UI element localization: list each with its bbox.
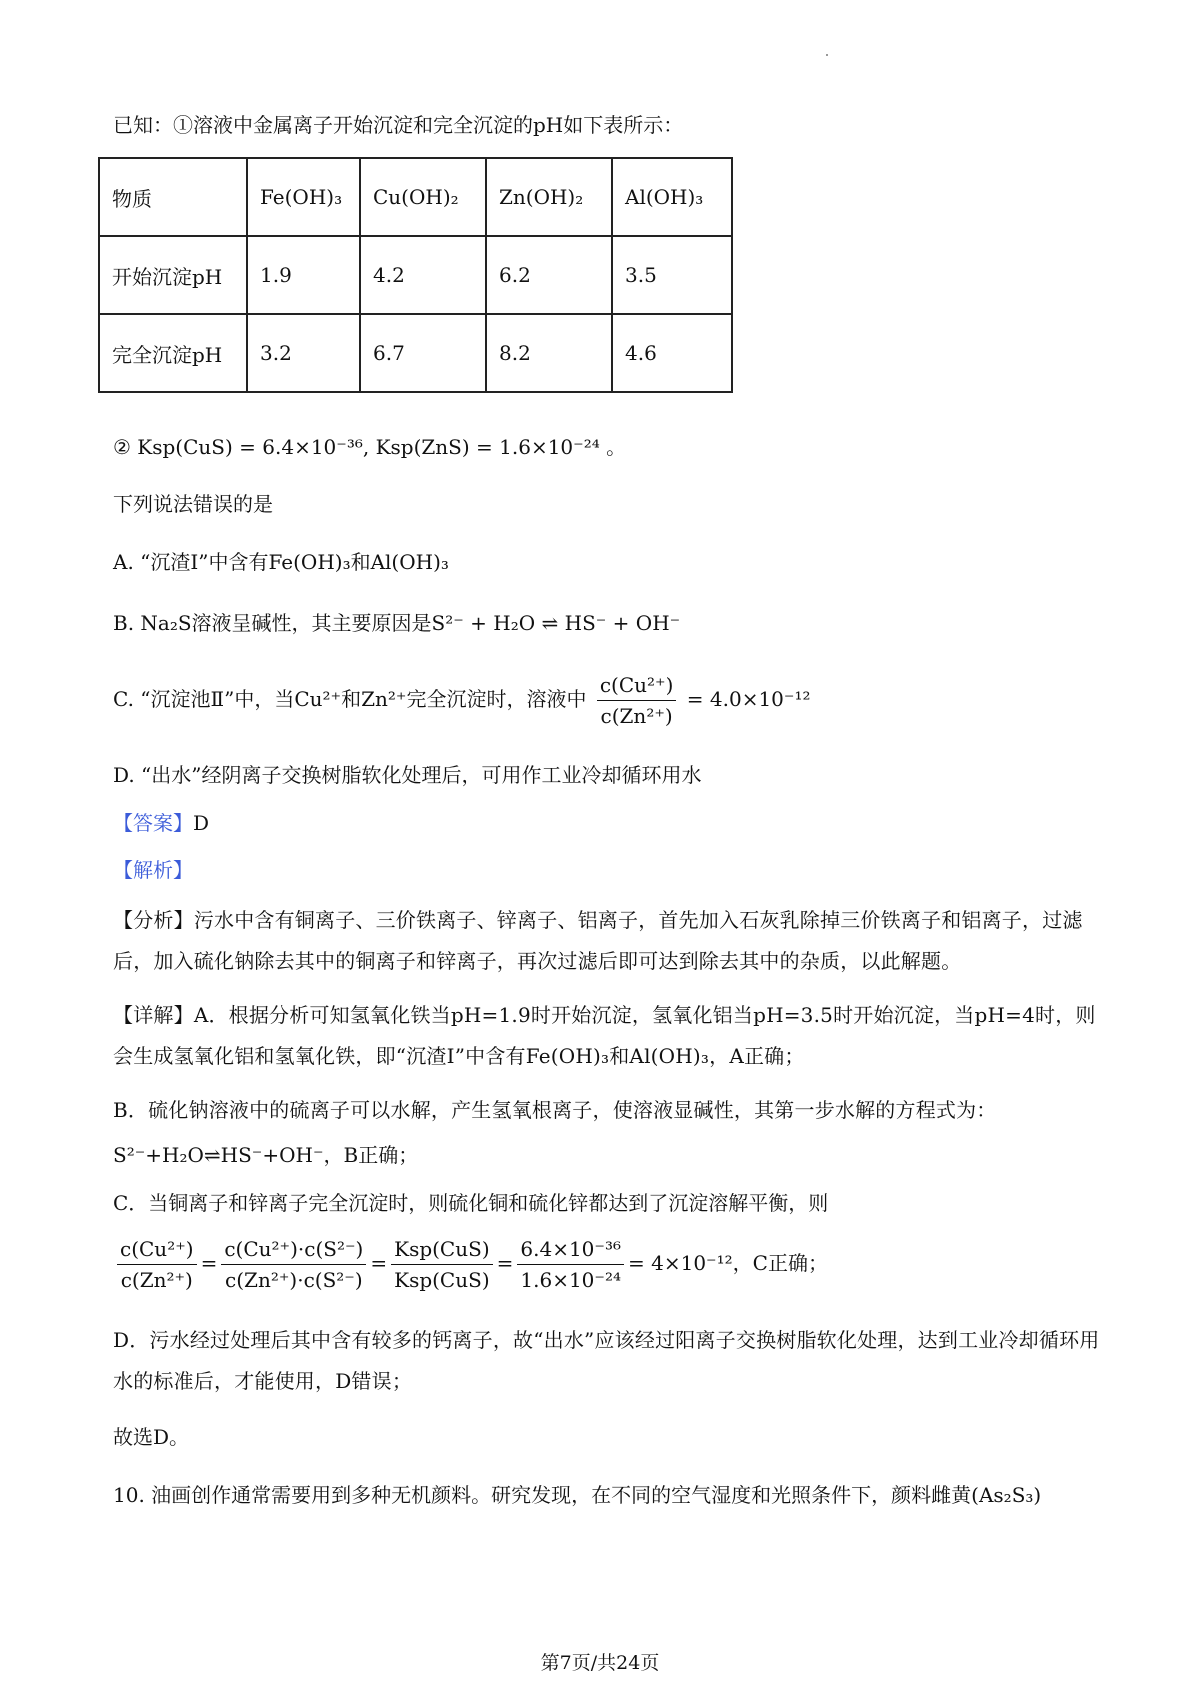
table-header-cell: Al(OH)₃ <box>612 158 732 236</box>
option-c <box>113 670 811 731</box>
answer-value: D <box>193 811 210 835</box>
eq-tail: ，C正确； <box>732 1251 828 1275</box>
detail-head: 【详解】 <box>113 1003 194 1027</box>
table-row-label: 开始沉淀pH <box>99 236 247 314</box>
table-row-label: 完全沉淀pH <box>99 314 247 392</box>
option-a: A. “沉渣Ⅰ”中含有Fe(OH)₃和Al(OH)₃ <box>113 550 449 574</box>
equation-line: $\frac{\text{c(Cu²⁺)}}{\text{c(Zn²⁺)}}$ = $\frac{\text{c(Cu²⁺)·c(S²⁻)}}{\text{c(Zn²⁺)·c(S²⁻)}}$ = $\frac{\text{Ksp(CuS)}}{\text{Ksp(CuS)}}$ = $\frac{\text{6.4×10⁻³⁶}}{\text{1.6×10⁻²⁴}}$ = 4×10⁻¹²，C正确； <box>113 1234 828 1295</box>
eq-fraction-3 <box>391 1234 493 1295</box>
fraction-numerator: Ksp(CuS) <box>391 1234 493 1265</box>
detail-b1: B．硫化钠溶液中的硫离子可以水解，产生氢氧根离子，使溶液显碱性，其第一步水解的方程式为： <box>113 1098 997 1122</box>
eq-fraction-4 <box>517 1234 624 1295</box>
fraction-numerator: c(Cu²⁺) <box>597 670 677 701</box>
fraction-denominator: c(Zn²⁺) <box>600 704 673 728</box>
table-cell: 6.7 <box>360 314 486 392</box>
page-footer: 第7页/共24页 <box>540 1652 660 1674</box>
eq-fraction-2 <box>221 1234 366 1295</box>
table-header-row <box>99 158 732 236</box>
analysis-tag: 【解析】 <box>113 858 193 882</box>
eq-result: = 4×10⁻¹² <box>628 1251 733 1275</box>
table-row <box>99 236 732 314</box>
table-row <box>99 314 732 392</box>
option-c-suffix: = 4.0×10⁻¹² <box>686 687 811 711</box>
scan-dot <box>826 54 828 56</box>
detail-d: D．污水经过处理后其中含有较多的钙离子，故“出水”应该经过阳离子交换树脂软化处理，达到工业冷却循环用水的标准后，才能使用，D错误； <box>113 1328 1100 1393</box>
fraction-denominator: 1.6×10⁻²⁴ <box>520 1268 621 1292</box>
option-c-prefix: C. “沉淀池Ⅱ”中，当Cu²⁺和Zn²⁺完全沉淀时，溶液中 <box>113 687 587 711</box>
table-header-cell: Zn(OH)₂ <box>486 158 612 236</box>
option-d: D. “出水”经阴离子交换树脂软化处理后，可用作工业冷却循环用水 <box>113 763 702 787</box>
question-10: 10. 油画创作通常需要用到多种无机颜料。研究发现，在不同的空气湿度和光照条件下，颜料雌黄(As₂S₃) <box>113 1483 1042 1507</box>
detail-a-paragraph <box>113 995 1103 1077</box>
table-cell: 4.2 <box>360 236 486 314</box>
detail-b2: S²⁻+H₂O⇌HS⁻+OH⁻，B正确； <box>113 1143 419 1167</box>
table-header-cell: Cu(OH)₂ <box>360 158 486 236</box>
table-cell: 4.6 <box>612 314 732 392</box>
table-cell: 6.2 <box>486 236 612 314</box>
fraction-denominator: c(Zn²⁺) <box>120 1268 193 1292</box>
analysis-head: 【分析】 <box>113 908 194 932</box>
fraction-denominator: c(Zn²⁺)·c(S²⁻) <box>225 1268 363 1292</box>
option-b: B. Na₂S溶液呈碱性，其主要原因是S²⁻ + H₂O ⇌ HS⁻ + OH⁻ <box>113 611 681 635</box>
fraction-numerator: 6.4×10⁻³⁶ <box>517 1234 624 1265</box>
conclusion: 故选D。 <box>113 1425 190 1449</box>
table-cell: 8.2 <box>486 314 612 392</box>
table-header-cell: Fe(OH)₃ <box>247 158 360 236</box>
table-cell: 3.2 <box>247 314 360 392</box>
eq-fraction-1 <box>117 1234 197 1295</box>
fraction-denominator: Ksp(CuS) <box>394 1268 490 1292</box>
ksp-line: ② Ksp(CuS) = 6.4×10⁻³⁶, Ksp(ZnS) = 1.6×10⁻²⁴ 。 <box>113 435 627 459</box>
table-header-cell: 物质 <box>99 158 247 236</box>
intro-line: 已知：①溶液中金属离子开始沉淀和完全沉淀的pH如下表所示： <box>113 113 684 137</box>
answer-line <box>113 808 209 838</box>
analysis-paragraph <box>113 900 1103 982</box>
detail-c1: C．当铜离子和锌离子完全沉淀时，则硫化铜和硫化锌都达到了沉淀溶解平衡，则 <box>113 1191 829 1215</box>
table-cell: 3.5 <box>612 236 732 314</box>
question-stem: 下列说法错误的是 <box>113 492 273 516</box>
ph-table <box>98 157 733 393</box>
detail-a: A．根据分析可知氢氧化铁当pH=1.9时开始沉淀，氢氧化铝当pH=3.5时开始沉淀，当pH=4时，则会生成氢氧化铝和氢氧化铁，即“沉渣I”中含有Fe(OH)₃和Al(OH)₃，A正确； <box>113 1003 1096 1068</box>
answer-tag: 【答案】 <box>113 811 193 835</box>
fraction-numerator: c(Cu²⁺) <box>117 1234 197 1265</box>
table-cell: 1.9 <box>247 236 360 314</box>
analysis-text: 污水中含有铜离子、三价铁离子、锌离子、铝离子，首先加入石灰乳除掉三价铁离子和铝离子，过滤后，加入硫化钠除去其中的铜离子和锌离子，再次过滤后即可达到除去其中的杂质，以此解题。 <box>113 908 1083 973</box>
option-c-fraction <box>597 670 677 731</box>
fraction-numerator: c(Cu²⁺)·c(S²⁻) <box>221 1234 366 1265</box>
